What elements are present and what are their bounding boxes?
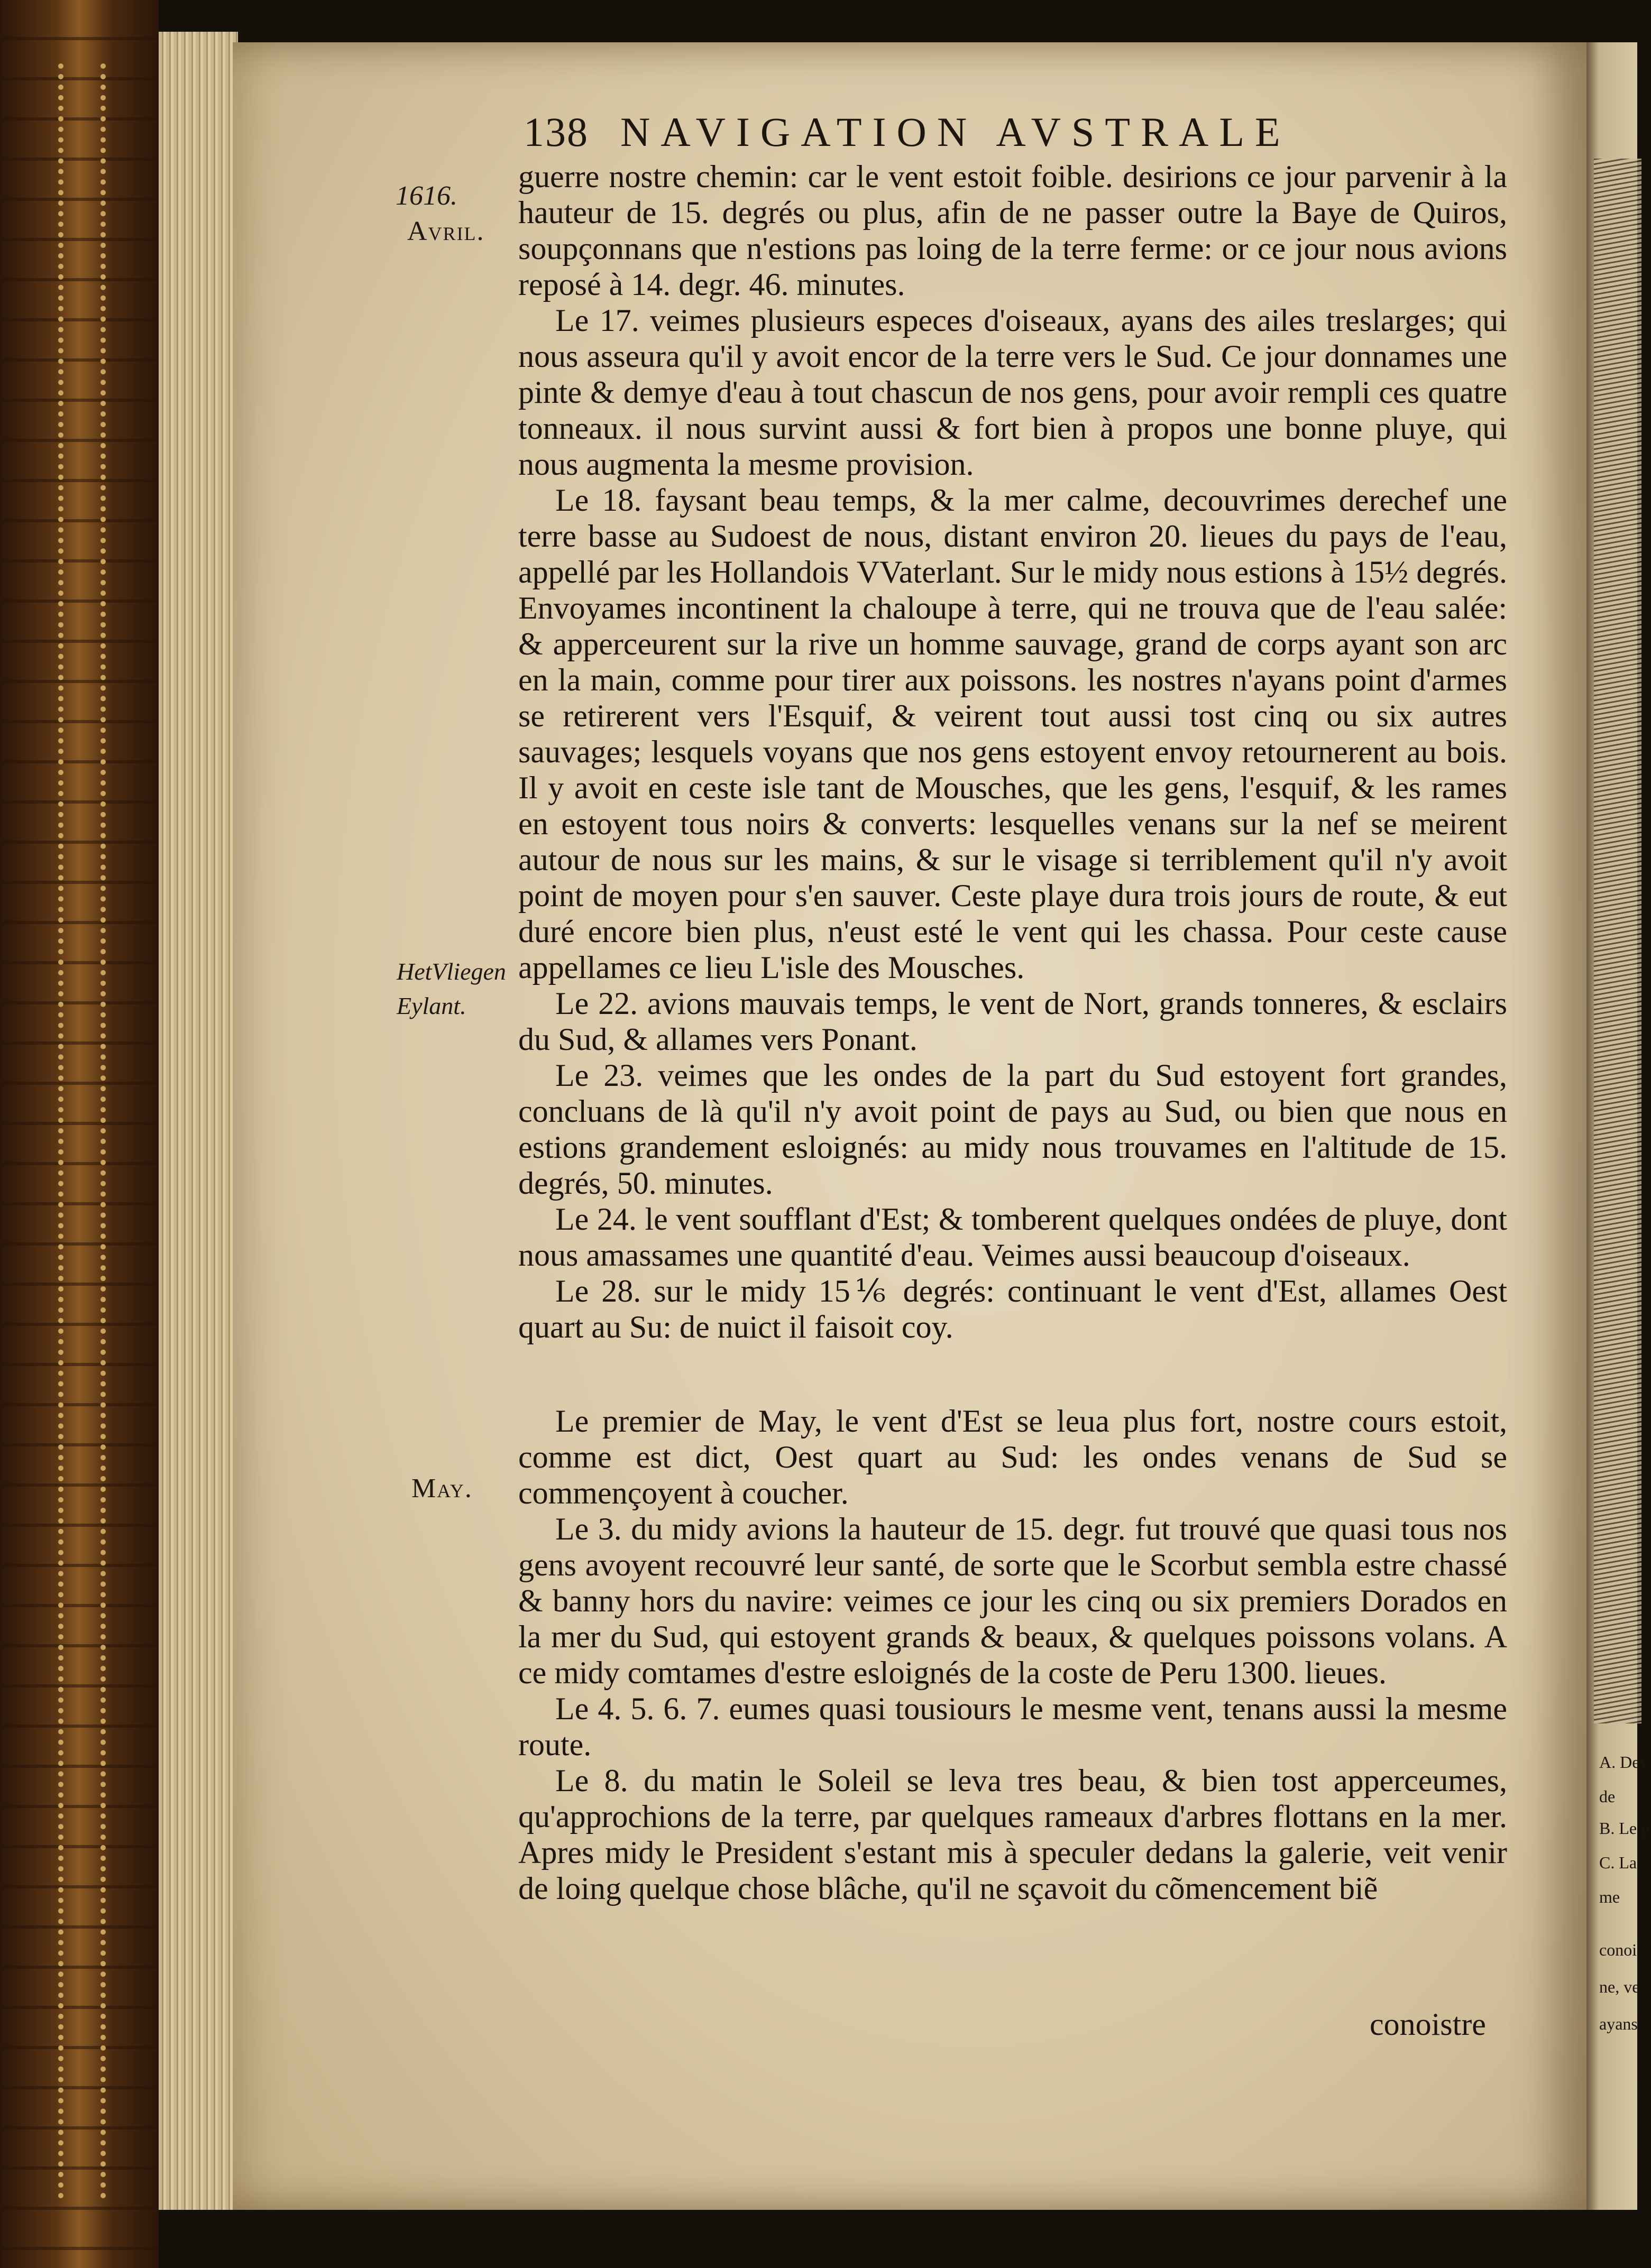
catchword: conoistre: [1370, 2007, 1486, 2042]
margin-island-note: Eylant.: [397, 992, 466, 1019]
paragraph: Le 8. du matin le Soleil se leva tres beau, & bien tost apperceumes, qu'approchions de la terre, par quelques rameaux d'arbres flottans en la mer. Apres midy le President s'estant mis à speculer dedans la galerie, veit venir de loing quelque chose blâche, qu'il ne sçavoit du cõmencement biẽ: [518, 1763, 1507, 1906]
binding-ornament: [58, 63, 106, 2199]
facing-caption: B. Le p: [1599, 1819, 1650, 1838]
facing-caption: C. La: [1599, 1853, 1637, 1872]
page-edges: [159, 32, 238, 2210]
running-title: NAVIGATION AVSTRALE: [620, 109, 1291, 155]
body-text: [518, 159, 1507, 1906]
margin-year: 1616.: [396, 181, 457, 211]
paragraph: Le 3. du midy avions la hauteur de 15. degr. fut trouvé que quasi tous nos gens avoyent recouvré leur santé, de sorte que le Scorbut sembla estre chassé & banny hors du navire: veimes ce jour les cinq ou six premiers Dorados en la mer du Sud, qui estoyent grands & beaux, & quelques poissons volans. A ce midy comtames d'estre esloignés de la coste de Peru 1300. lieues.: [518, 1511, 1507, 1690]
facing-caption: conoi: [1599, 1940, 1637, 1959]
engraving-image: [1594, 159, 1641, 1723]
facing-caption: ayans: [1599, 2014, 1638, 2033]
margin-month-april: Avril.: [407, 216, 485, 246]
paragraph: Le premier de May, le vent d'Est se leua plus fort, nostre cours estoit, comme est dict, Oest quart au Sud: les ondes venans de Sud se commençoyent à coucher.: [518, 1404, 1507, 1510]
facing-caption: ne, ve: [1599, 1977, 1640, 1996]
facing-caption: A. Dev.: [1599, 1753, 1651, 1772]
paragraph: guerre nostre chemin: car le vent estoit foible. desirions ce jour parvenir à la hauteur de 15. degrés ou plus, afin de ne passer outre la Baye de Quiros, soupçonnans que n'estions pas loing de la terre ferme: or ce jour nous avions reposé à 14. degr. 46. minutes.: [518, 159, 1507, 302]
book-binding: [0, 0, 159, 2268]
facing-caption: me: [1599, 1887, 1620, 1906]
facing-caption: de: [1599, 1787, 1616, 1806]
paragraph: Le 18. faysant beau temps, & la mer calme, decouvrimes derechef une terre basse au Sudoest de nous, distant environ 20. lieues du pays de l'eau, appellé par les Hollandois VVaterlant. Sur le midy nous estions à 15½ degrés. Envoyames incontinent la chaloupe à terre, qui ne trouva que de l'eau salée: & apperceurent sur la rive un homme sauvage, grand de corps ayant son arc en la main, comme pour tirer aux poissons. les nostres n'ayans point d'armes se retirerent vers l'Esquif, & veirent tout aussi tost cinq ou six autres sauvages; lesquels voyans que nos gens estoyent envoy retournerent au bois. Il y avoit en ceste isle tant de Mousches, que les gens, l'esquif, & les rames en estoyent tous noirs & converts: lesquelles venans sur la nef se meirent autour de nous sur les mains, & sur le visage si terriblement qu'il n'y avoit point de moyen pour s'en sauver. Ceste playe dura trois jours de route, & eut duré encore bien plus, n'eust esté le vent qui les chassa. Pour ceste cause appellames ce lieu L'isle des Mousches.: [518, 483, 1507, 985]
paragraph: Le 23. veimes que les ondes de la part du Sud estoyent fort grandes, concluans de là qu'il n'y avoit point de pays au Sud, ou bien que nous en estions grandement esloignés: au midy nous trouvames en l'altitude de 15. degrés, 50. minutes.: [518, 1058, 1507, 1201]
margin-island-note: HetVliegen: [397, 958, 506, 985]
page-number: 138: [524, 109, 589, 155]
facing-page: [1586, 42, 1651, 2210]
paragraph: Le 4. 5. 6. 7. eumes quasi tousiours le mesme vent, tenans aussi la mesme route.: [518, 1691, 1507, 1762]
paragraph: Le 24. le vent soufflant d'Est; & tomberent quelques ondées de pluye, dont nous amassames une quantité d'eau. Veimes aussi beaucoup d'oiseaux.: [518, 1202, 1507, 1273]
paragraph: Le 28. sur le midy 15⅙ degrés: continuant le vent d'Est, allames Oest quart au Su: de nuict il faisoit coy.: [518, 1274, 1507, 1344]
margin-month-may: May.: [411, 1473, 473, 1504]
paragraph: Le 17. veimes plusieurs especes d'oiseaux, ayans des ailes treslarges; qui nous asseura qu'il y avoit encor de la terre vers le Sud. Ce jour donnames une pinte & demye d'eau à tout chascun de nos gens, pour avoir rempli ces quatre tonneaux. il nous survint aussi & fort bien à propos une bonne pluye, qui nous augmenta la mesme provision.: [518, 303, 1507, 482]
running-header: [524, 108, 1291, 156]
paragraph: Le 22. avions mauvais temps, le vent de Nort, grands tonneres, & esclairs du Sud, & allames vers Ponant.: [518, 986, 1507, 1057]
